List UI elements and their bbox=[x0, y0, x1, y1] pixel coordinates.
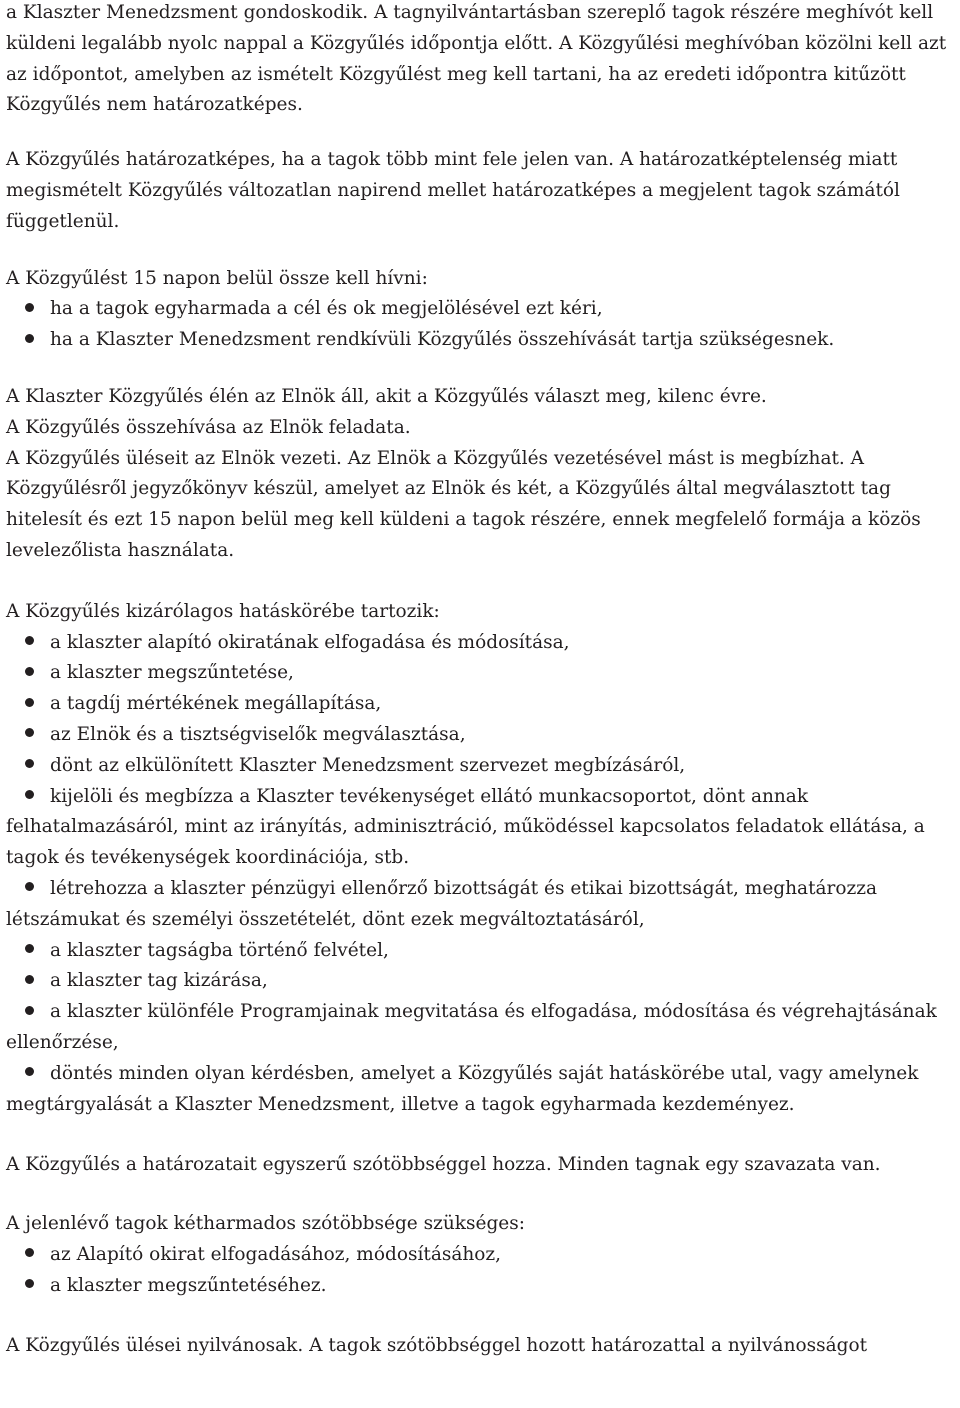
bullet-icon bbox=[25, 1279, 34, 1288]
bullet-icon bbox=[25, 1248, 34, 1257]
list-item: a klaszter különféle Programjainak megvitatása és elfogadása, módosítása és végrehajtásának ellenőrzése, bbox=[6, 1001, 937, 1053]
paragraph-quorum: A Közgyűlés határozatképes, ha a tagok több mint fele jelen van. A határozatképtelenség miatt megismételt Közgyűlés változatlan napirend mellet határozatképes a megjelent tagok számától függetlenül. bbox=[6, 149, 900, 232]
bullet-icon bbox=[25, 1006, 34, 1015]
list-item: ha a Klaszter Menedzsment rendkívüli Közgyűlés összehívását tartja szükségesnek. bbox=[6, 325, 950, 356]
list-item: döntés minden olyan kérdésben, amelyet a Közgyűlés saját hatáskörébe utal, vagy amelynek megtárgyalását a Klaszter Menedzsment, illetve a tagok egyharmada kezdeményez. bbox=[6, 1062, 919, 1115]
bullet-icon bbox=[25, 759, 34, 768]
list-item: kijelöli és megbízza a Klaszter tevékenységet ellátó munkacsoportot, dönt annak felhatalmazásáról, mint az irányítás, adminisztráció, működéssel kapcsolatos feladatok ellátása, a tagok és tevékenységek koordinációja, stb. bbox=[6, 785, 925, 869]
paragraph-convening-duty: A Közgyűlés összehívása az Elnök feladata. bbox=[6, 416, 411, 438]
list-item: a klaszter tagságba történő felvétel, bbox=[6, 936, 950, 967]
bullet-icon bbox=[25, 636, 34, 645]
list-item: a klaszter megszűntetéséhez. bbox=[6, 1271, 950, 1302]
bullet-icon bbox=[25, 1067, 34, 1076]
bullet-icon bbox=[25, 698, 34, 707]
paragraph-majority: A Közgyűlés a határozatait egyszerű szótöbbséggel hozza. Minden tagnak egy szavazata van. bbox=[6, 1154, 881, 1176]
bullet-icon bbox=[25, 303, 34, 312]
list-item: az Elnök és a tisztségviselők megválasztása, bbox=[6, 720, 950, 751]
bullet-icon bbox=[25, 728, 34, 737]
list-item: létrehozza a klaszter pénzügyi ellenőrző bizottságát és etikai bizottságát, meghatározza létszámukat és személyi összetételét, dönt ezek megváltoztatásáról, bbox=[6, 877, 878, 930]
document-page bbox=[6, 0, 950, 1362]
two-thirds-list bbox=[6, 1240, 950, 1302]
bullet-icon bbox=[25, 944, 34, 953]
bullet-icon bbox=[25, 975, 34, 984]
list-item: a klaszter alapító okiratának elfogadása és módosítása, bbox=[6, 628, 950, 659]
list-item: a klaszter megszűntetése, bbox=[6, 658, 950, 689]
competence-list bbox=[6, 628, 950, 1121]
bullet-icon bbox=[25, 667, 34, 676]
paragraph-minutes: A Közgyűlés üléseit az Elnök vezeti. Az Elnök a Közgyűlés vezetésével mást is megbízhat. A Közgyűlésről jegyzőkönyv készül, amelyet az Elnök és két, a Közgyűlés által megválasztott tag hitelesít és ezt 15 napon belül meg kell küldeni a tagok részére, ennek megfelelő formája a közös levelezőlista használata. bbox=[6, 447, 921, 561]
paragraph-public-sessions: A Közgyűlés ülései nyilvánosak. A tagok szótöbbséggel hozott határozattal a nyilvánosságot bbox=[6, 1335, 868, 1357]
paragraph-two-thirds-intro: A jelenlévő tagok kétharmados szótöbbsége szükséges: bbox=[6, 1213, 525, 1235]
list-item: ha a tagok egyharmada a cél és ok megjelölésével ezt kéri, bbox=[6, 294, 950, 325]
bullet-icon bbox=[25, 334, 34, 343]
list-item: az Alapító okirat elfogadásához, módosításához, bbox=[6, 1240, 950, 1271]
list-item: a tagdíj mértékének megállapítása, bbox=[6, 689, 950, 720]
list-item: dönt az elkülönített Klaszter Menedzsment szervezet megbízásáról, bbox=[6, 751, 950, 782]
paragraph-competence-intro: A Közgyűlés kizárólagos hatáskörébe tartozik: bbox=[6, 600, 440, 622]
paragraph-convene-intro: A Közgyűlést 15 napon belül össze kell hívni: bbox=[6, 267, 428, 289]
bullet-icon bbox=[25, 882, 34, 891]
bullet-icon bbox=[25, 790, 34, 799]
paragraph-president: A Klaszter Közgyűlés élén az Elnök áll, akit a Közgyűlés választ meg, kilenc évre. bbox=[6, 385, 767, 407]
convene-list bbox=[6, 294, 950, 356]
paragraph-invitation: a Klaszter Menedzsment gondoskodik. A tagnyilvántartásban szereplő tagok részére meghívót kell küldeni legalább nyolc nappal a Közgyűlés időpontja előtt. A Közgyűlési meghívóban közölni kell azt az időpontot, amelyben az ismételt Közgyűlést meg kell tartani, ha az eredeti időpontra kitűzött Közgyűlés nem határozatképes. bbox=[6, 2, 947, 116]
list-item: a klaszter tag kizárása, bbox=[6, 966, 950, 997]
